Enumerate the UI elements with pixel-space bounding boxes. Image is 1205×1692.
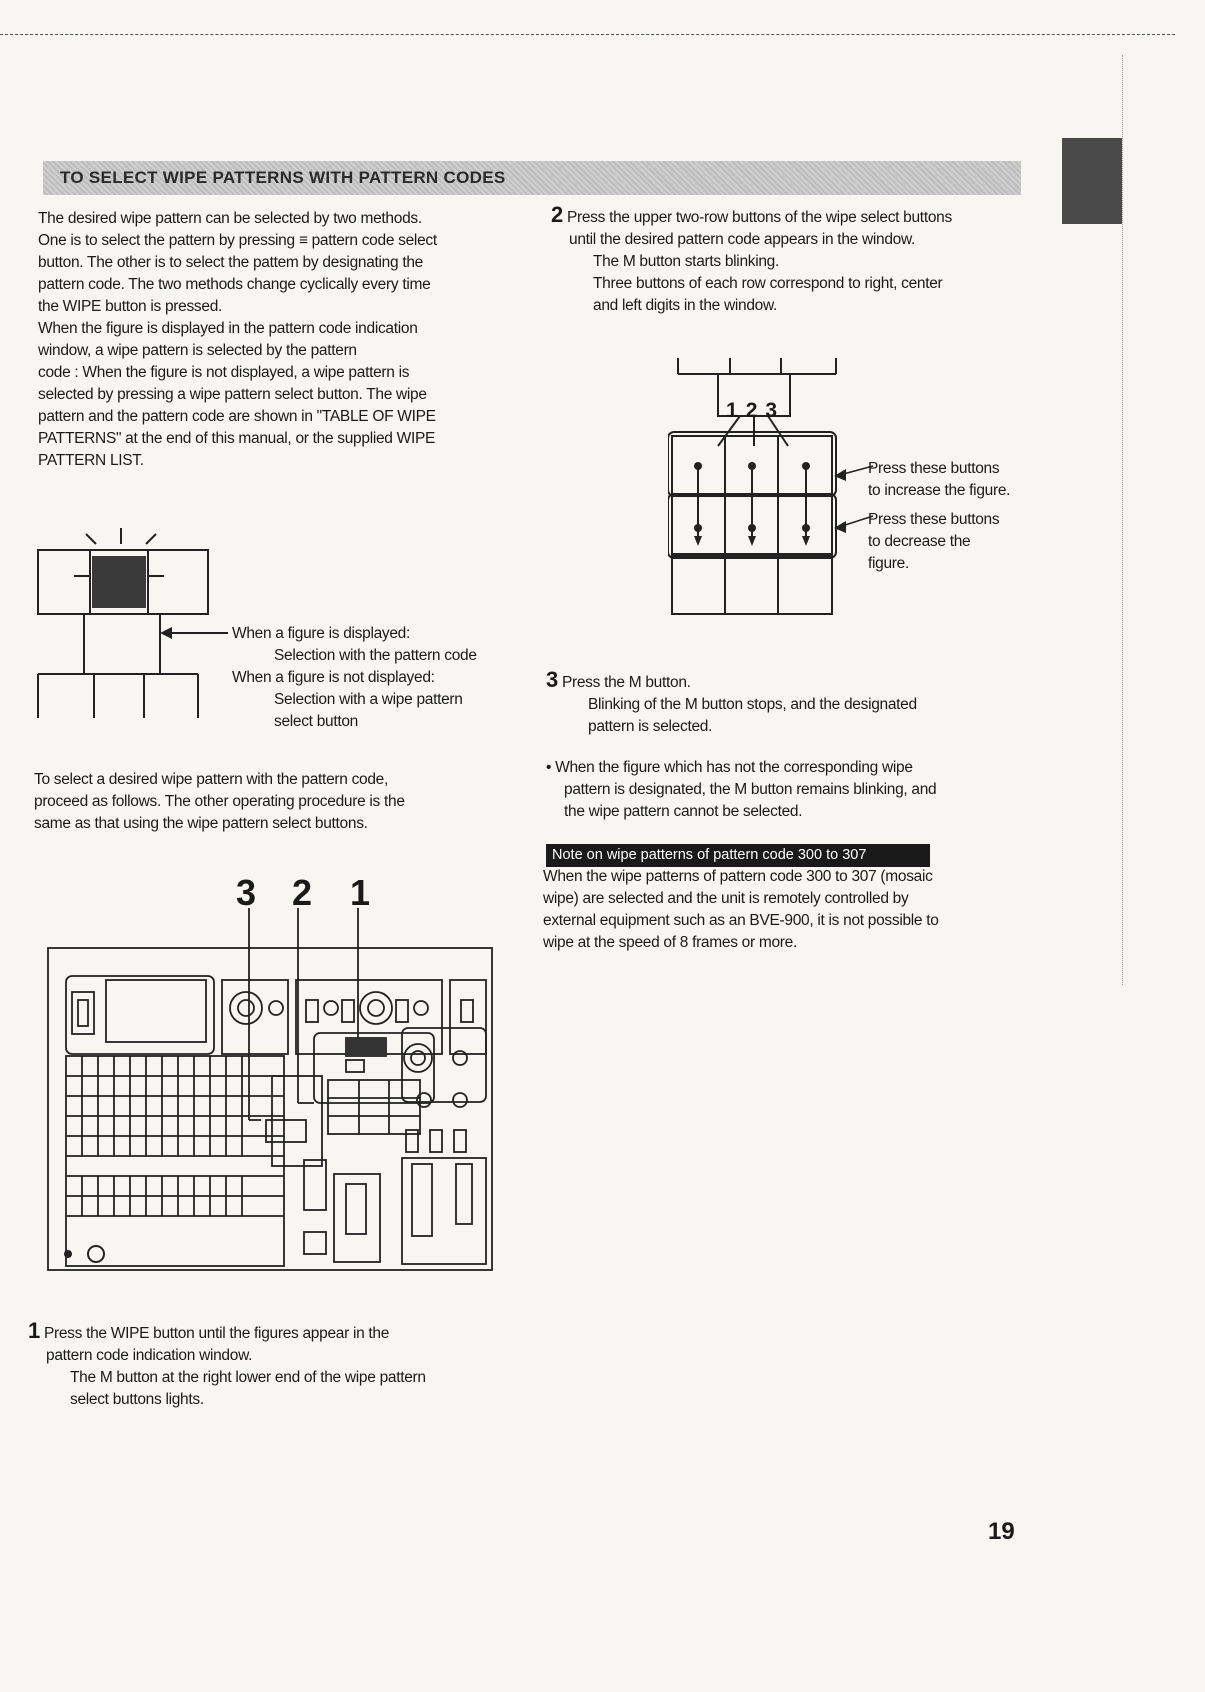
intro-line: selected by pressing a wipe pattern select button. The wipe [38, 386, 427, 403]
page-number: 19 [988, 1518, 1015, 1545]
intro-line: the WIPE button is pressed. [38, 298, 223, 315]
note-line: wipe) are selected and the unit is remotely controlled by [543, 890, 909, 907]
section-tab [1062, 138, 1122, 224]
intro-line: pattern and the pattern code are shown in "TABLE OF WIPE [38, 408, 436, 425]
caption-line: Press these buttons [868, 460, 1000, 477]
callout-1: 1 [350, 872, 371, 913]
intro-line: code : When the figure is not displayed, a wipe pattern is [38, 364, 410, 381]
step2-line: Three buttons of each row correspond to right, center [593, 275, 943, 292]
step3-line: Press the M button. [561, 674, 691, 691]
note-line: When the wipe patterns of pattern code 300 to 307 (mosaic [543, 868, 933, 885]
digit-left: 3 [765, 399, 786, 422]
wipe-button-diagram [30, 528, 230, 718]
section-heading: TO SELECT WIPE PATTERNS WITH PATTERN CODES [60, 168, 506, 187]
increase-caption [868, 458, 1048, 502]
callout-2: 2 [292, 872, 313, 913]
procedure-line: To select a desired wipe pattern with the pattern code, [34, 771, 388, 788]
procedure-line: same as that using the wipe pattern select buttons. [34, 815, 368, 832]
step3-line: pattern is selected. [588, 718, 713, 735]
digit-center: 2 [745, 399, 766, 422]
bullet-line: the wipe pattern cannot be selected. [564, 803, 803, 820]
step2-line: The M button starts blinking. [593, 253, 780, 270]
step3-line: Blinking of the M button stops, and the designated [588, 696, 917, 713]
digit-right: 1 [726, 399, 746, 422]
step2-line: Press the upper two-row buttons of the wipe select buttons [566, 209, 952, 226]
step3-block [546, 669, 1026, 738]
intro-line: PATTERN LIST. [38, 452, 144, 469]
bullet-line: When the figure which has not the corresponding wipe [555, 759, 913, 776]
callout-3: 3 [236, 872, 257, 913]
margin-rule [1122, 55, 1123, 985]
procedure-line: proceed as follows. The other operating procedure is the [34, 793, 405, 810]
bullet-icon: • [546, 759, 552, 776]
top-rule [0, 34, 1175, 35]
intro-line: button. The other is to select the pattem by designating the [38, 254, 423, 271]
step2-block [551, 204, 1031, 317]
intro-line: One is to select the pattern by pressing ≡ pattern code select [38, 232, 437, 249]
pattern-code-window [726, 399, 785, 423]
caption-line: to decrease the [868, 533, 971, 550]
caption-line: figure. [868, 555, 909, 572]
caption-line: When a figure is not displayed: [232, 669, 435, 686]
caption-line: to increase the figure. [868, 482, 1011, 499]
pattern-code-buttons-diagram [668, 356, 880, 618]
bullet-note [546, 757, 1026, 823]
step2-number: 2 [551, 202, 563, 227]
caption-line: Press these buttons [868, 511, 1000, 528]
note-line: wipe at the speed of 8 frames or more. [543, 934, 797, 951]
step2-line: and left digits in the window. [593, 297, 778, 314]
figure1-caption [232, 623, 532, 733]
intro-line: pattern code. The two methods change cyclically every time [38, 276, 431, 293]
step1-line: pattern code indication window. [46, 1347, 253, 1364]
step3-number: 3 [546, 667, 558, 692]
decrease-caption [868, 509, 1048, 575]
step1-line: Press the WIPE button until the figures appear in the [43, 1325, 390, 1342]
caption-line: When a figure is displayed: [232, 625, 410, 642]
arrow-left-icon [160, 625, 230, 641]
wipe-pattern-window [92, 556, 146, 608]
caption-line: select button [274, 713, 358, 730]
caption-line: Selection with a wipe pattern [274, 691, 463, 708]
control-panel-diagram [46, 908, 496, 1273]
intro-line: When the figure is displayed in the pattern code indication [38, 320, 418, 337]
step1-number: 1 [28, 1318, 40, 1343]
step2-line: until the desired pattern code appears in the window. [569, 231, 916, 248]
note-title: Note on wipe patterns of pattern code 300 to 307 [546, 844, 930, 867]
intro-line: The desired wipe pattern can be selected by two methods. [38, 210, 422, 227]
intro-line: PATTERNS" at the end of this manual, or the supplied WIPE [38, 430, 436, 447]
intro-line: window, a wipe pattern is selected by the pattern [38, 342, 357, 359]
step1-block [28, 1320, 518, 1411]
note-body [543, 866, 1033, 954]
step1-line: select buttons lights. [70, 1391, 204, 1408]
caption-line: Selection with the pattern code [274, 647, 477, 664]
bullet-line: pattern is designated, the M button remains blinking, and [564, 781, 937, 798]
procedure-paragraph [34, 769, 514, 835]
intro-paragraph [38, 208, 518, 472]
note-line: external equipment such as an BVE-900, it is not possible to [543, 912, 939, 929]
step1-line: The M button at the right lower end of the wipe pattern [70, 1369, 426, 1386]
